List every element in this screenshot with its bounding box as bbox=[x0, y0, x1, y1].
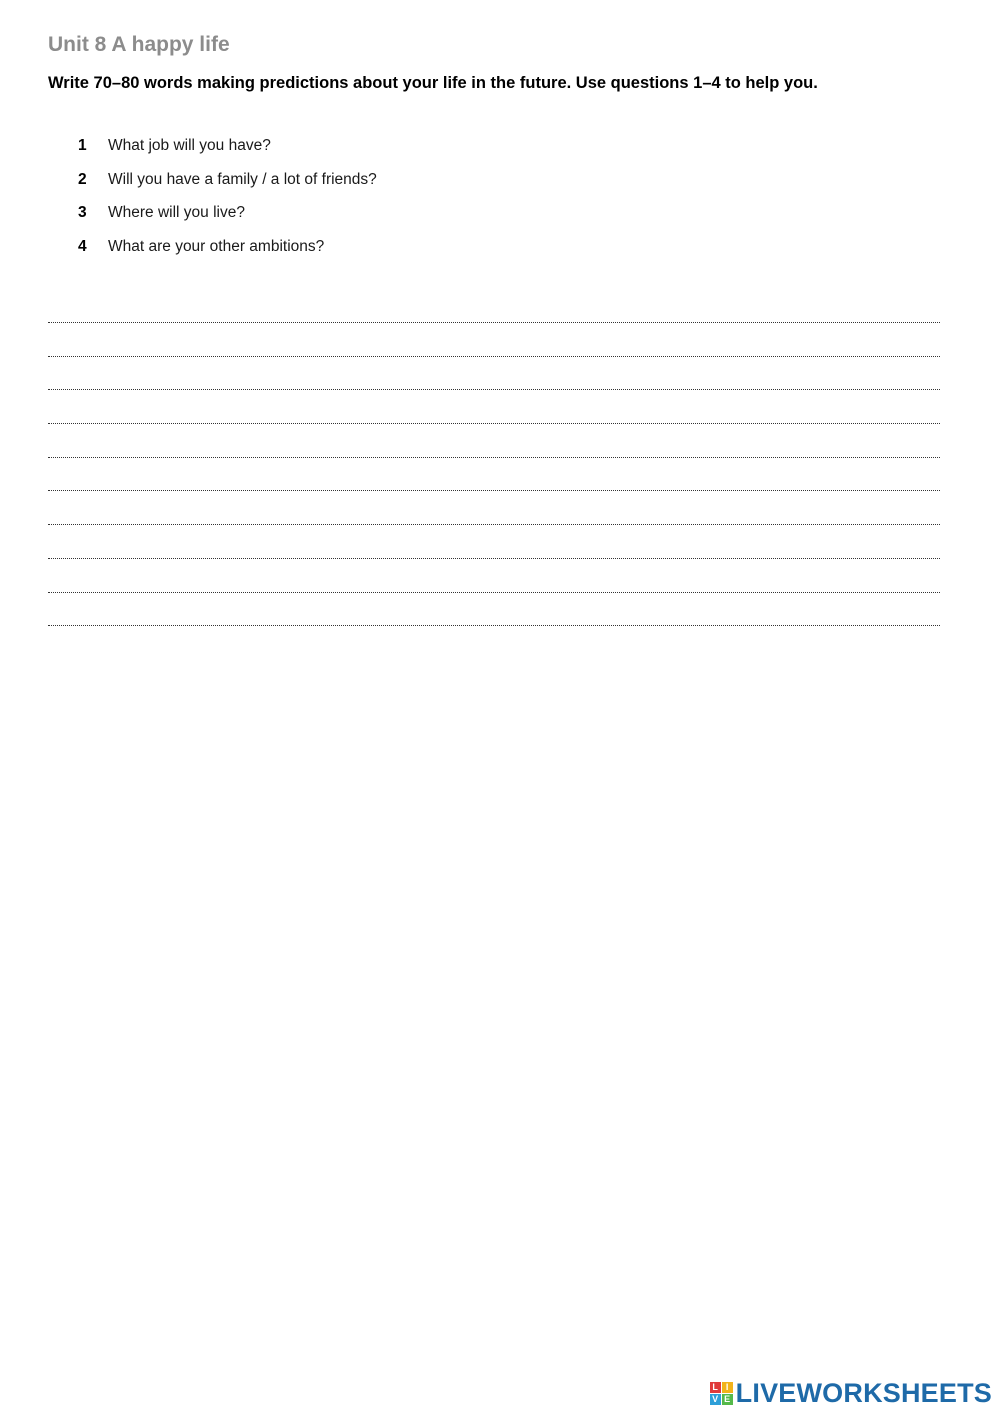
answer-line[interactable] bbox=[48, 415, 940, 449]
question-text: Where will you live? bbox=[108, 204, 245, 222]
question-text: Will you have a family / a lot of friends? bbox=[108, 170, 377, 188]
answer-line[interactable] bbox=[48, 617, 940, 651]
question-item bbox=[78, 204, 377, 238]
answer-line[interactable] bbox=[48, 449, 940, 483]
answer-line[interactable] bbox=[48, 314, 940, 348]
logo-letter: E bbox=[722, 1394, 733, 1405]
question-number: 1 bbox=[78, 137, 87, 154]
question-number: 4 bbox=[78, 238, 87, 256]
question-item bbox=[78, 171, 377, 205]
worksheet-title: Unit 8 A happy life bbox=[48, 33, 230, 56]
liveworksheets-brand bbox=[710, 1376, 992, 1410]
brand-name: LIVEWORKSHEETS bbox=[735, 1377, 992, 1408]
answer-line[interactable] bbox=[48, 348, 940, 382]
logo-letter: L bbox=[710, 1382, 721, 1393]
question-number: 2 bbox=[78, 170, 87, 188]
question-number: 3 bbox=[78, 204, 87, 222]
question-list bbox=[78, 137, 377, 272]
answer-line[interactable] bbox=[48, 516, 940, 550]
liveworksheets-logo-icon bbox=[710, 1382, 733, 1405]
question-text: What job will you have? bbox=[108, 137, 271, 154]
answer-line[interactable] bbox=[48, 550, 940, 584]
question-item bbox=[78, 238, 377, 272]
answer-area[interactable] bbox=[48, 314, 940, 651]
logo-letter: I bbox=[722, 1382, 733, 1393]
logo-letter: V bbox=[710, 1394, 721, 1405]
writing-instruction: Write 70–80 words making predictions about your life in the future. Use questions 1–4 to help you. bbox=[48, 74, 818, 92]
answer-line[interactable] bbox=[48, 482, 940, 516]
question-item bbox=[78, 137, 377, 171]
answer-line[interactable] bbox=[48, 381, 940, 415]
question-text: What are your other ambitions? bbox=[108, 238, 325, 256]
answer-line[interactable] bbox=[48, 584, 940, 618]
